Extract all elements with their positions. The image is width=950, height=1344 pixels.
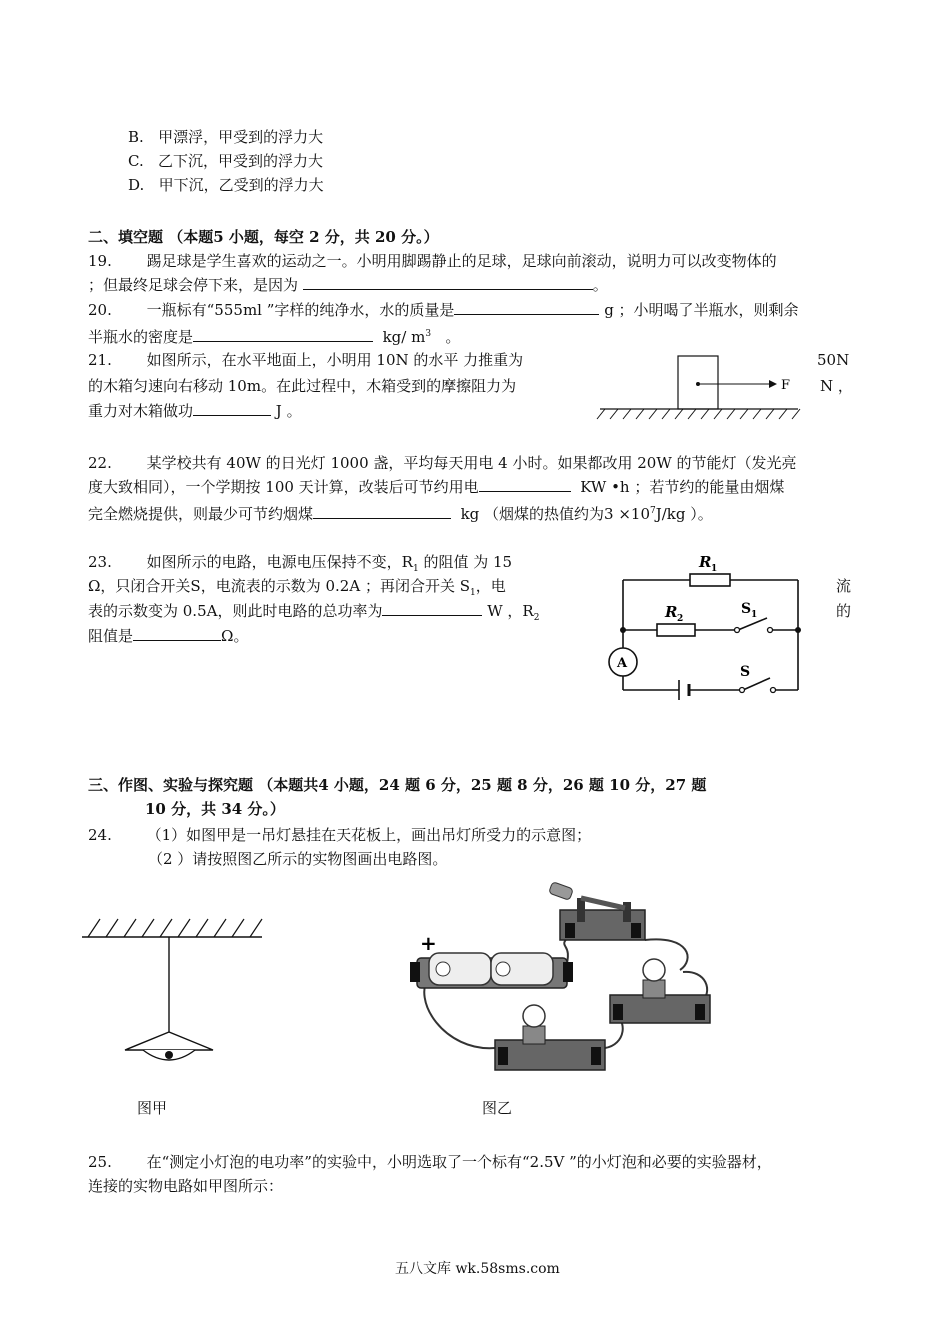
option-text: 甲下沉，乙受到的浮力大 xyxy=(158,176,324,194)
r2-label: R xyxy=(665,603,678,621)
question-number: 19. xyxy=(88,252,112,270)
lamp-clip xyxy=(695,1004,705,1020)
question-20 xyxy=(88,298,799,322)
s1-contact xyxy=(768,628,773,633)
q24-part2: （2 ）请按照图乙所示的实物图画出电路图。 xyxy=(148,850,448,868)
question-20-line2 xyxy=(88,322,460,349)
r1-label: R xyxy=(699,553,712,571)
lamp-clip xyxy=(613,1004,623,1020)
question-22 xyxy=(88,451,797,475)
q23-line3b: W ，R xyxy=(487,602,534,620)
resistor-r1 xyxy=(690,574,730,586)
q22-line3b: kg （烟煤的热值约为3 ×10 xyxy=(460,505,650,523)
force-arrow-head xyxy=(769,380,777,388)
q21-right1: 50N xyxy=(817,351,850,369)
lamp-shade xyxy=(125,1032,213,1050)
question-number: 25. xyxy=(88,1153,112,1171)
footer-watermark: 五八文库 wk.58sms.com xyxy=(395,1261,560,1277)
battery-terminal-icon xyxy=(496,962,510,976)
lamp-center xyxy=(165,1051,173,1059)
battery-clip xyxy=(410,962,420,982)
lamp-holder xyxy=(523,1026,545,1044)
q24-part1: （1）如图甲是一吊灯悬挂在天花板上，画出吊灯所受力的示意图； xyxy=(146,826,592,844)
question-22-line3 xyxy=(88,499,713,526)
answer-blank[interactable] xyxy=(313,502,451,519)
q23-line1a: 如图所示的电路，电源电压保持不变，R xyxy=(146,553,413,571)
plus-sign: + xyxy=(420,931,437,955)
ammeter-label: A xyxy=(617,656,628,671)
q19-line1: 踢足球是学生喜欢的运动之一。小明用脚踢静止的足球，足球向前滚动，说明力可以改变物体的 xyxy=(146,252,777,270)
resistor-r2 xyxy=(657,624,695,636)
question-23-line4 xyxy=(88,624,248,648)
switch-blade xyxy=(581,898,625,908)
answer-blank[interactable] xyxy=(193,325,373,342)
junction-right xyxy=(795,627,801,633)
s-contact xyxy=(740,688,745,693)
section-3-title-line2: 10 分，共 34 分。） xyxy=(145,800,285,818)
switch-clip xyxy=(631,923,641,938)
question-21 xyxy=(88,348,523,372)
q20-line2b: 。 xyxy=(445,328,461,346)
figure-physical-circuit xyxy=(405,880,740,1080)
s1-contact xyxy=(735,628,740,633)
q23-line4b: Ω。 xyxy=(221,627,249,645)
lamp-base xyxy=(495,1040,605,1070)
q20-line1a: 一瓶标有“555ml ”字样的纯净水，水的质量是 xyxy=(146,301,455,319)
question-21-line3 xyxy=(88,399,302,423)
figure-2-caption: 图乙 xyxy=(482,1099,513,1117)
answer-blank[interactable] xyxy=(454,298,599,315)
option-b xyxy=(128,125,323,149)
question-19 xyxy=(88,249,777,273)
junction-left xyxy=(620,627,626,633)
q23-right1: 流 xyxy=(836,577,852,595)
force-label: F xyxy=(781,378,791,393)
lamp-clip xyxy=(498,1047,508,1065)
answer-blank[interactable] xyxy=(303,273,593,290)
option-letter: D. xyxy=(128,176,145,194)
battery-terminal-icon xyxy=(436,962,450,976)
option-letter: B. xyxy=(128,128,144,146)
figure-1-caption: 图甲 xyxy=(137,1099,168,1117)
q25-line2: 连接的实物电路如甲图所示： xyxy=(88,1177,284,1195)
q20-line1b: g ；小明喝了半瓶水，则剩余 xyxy=(604,301,799,319)
r2-label-sub: 2 xyxy=(677,614,684,624)
switch-handle xyxy=(549,882,574,901)
unit-exponent: 3 xyxy=(425,329,432,339)
subscript: 1 xyxy=(469,588,476,598)
option-c xyxy=(128,149,323,173)
q22-line3a: 完全燃烧提供，则最少可节约烟煤 xyxy=(88,505,314,523)
option-letter: C. xyxy=(128,152,144,170)
ceiling-hatch xyxy=(88,919,262,937)
r1-label-sub: 1 xyxy=(711,564,718,574)
unit-kg-m3: kg/ m xyxy=(382,328,426,346)
s1-label-sub: 1 xyxy=(751,610,758,620)
q23-line1b: 的阻值 为 15 xyxy=(423,553,513,571)
switch-post xyxy=(577,898,585,922)
answer-blank[interactable] xyxy=(479,475,571,492)
option-text: 甲漂浮，甲受到的浮力大 xyxy=(158,128,324,146)
figure-lamp xyxy=(80,915,265,1065)
section-3-title-line1: 三、作图、实验与探究题 （本题共4 小题，24 题 6 分，25 题 8 分，26 题 10 分，27 题 xyxy=(88,776,707,794)
q21-right2: N ， xyxy=(820,377,853,395)
q22-line2b: KW •h ；若节约的能量由烟煤 xyxy=(580,478,785,496)
q19-line2b: 。 xyxy=(592,276,608,294)
question-number: 24. xyxy=(88,826,112,844)
question-number: 22. xyxy=(88,454,112,472)
q20-line2a: 半瓶水的密度是 xyxy=(88,328,194,346)
q21-line3a: 重力对木箱做功 xyxy=(88,402,194,420)
answer-blank[interactable] xyxy=(193,399,271,416)
ground-hatch xyxy=(597,409,800,419)
question-22-line2 xyxy=(88,475,784,499)
question-number: 21. xyxy=(88,351,112,369)
q23-line4a: 阻值是 xyxy=(88,627,134,645)
subscript: 1 xyxy=(412,564,419,574)
question-19-line2 xyxy=(88,273,608,297)
lamp-clip xyxy=(591,1047,601,1065)
option-d xyxy=(128,173,324,197)
switch-post xyxy=(623,902,631,922)
answer-blank[interactable] xyxy=(133,624,221,641)
option-text: 乙下沉，甲受到的浮力大 xyxy=(158,152,324,170)
q23-line2b: ，电 xyxy=(475,577,506,595)
q21-line1: 如图所示，在水平地面上，小明用 10N 的水平 力推重为 xyxy=(146,351,524,369)
q23-line3a: 表的示数变为 0.5A，则此时电路的总功率为 xyxy=(88,602,383,620)
s1-label: S xyxy=(741,601,752,617)
q25-line1: 在“测定小灯泡的电功率”的实验中，小明选取了一个标有“2.5V ”的小灯泡和必要的实验器材， xyxy=(146,1153,772,1171)
lamp-holder xyxy=(643,980,665,998)
light-bulb xyxy=(643,959,665,981)
q23-right2: 的 xyxy=(836,602,852,620)
q22-line1: 某学校共有 40W 的日光灯 1000 盏，平均每天用电 4 小时。如果都改用 20W 的节能灯（发光亮 xyxy=(146,454,797,472)
q22-line2a: 度大致相同），一个学期按 100 天计算，改装后可节约用电 xyxy=(88,478,479,496)
question-number: 23. xyxy=(88,553,112,571)
question-number: 20. xyxy=(88,301,112,319)
q19-line2a: ；但最终足球会停下来，是因为 xyxy=(88,276,299,294)
s-label: S xyxy=(740,664,751,680)
question-24 xyxy=(88,823,591,847)
section-2-title: 二、填空题 （本题5 小题，每空 2 分，共 20 分。） xyxy=(88,228,439,246)
q21-figure xyxy=(595,350,805,425)
question-25 xyxy=(88,1150,772,1174)
s-contact xyxy=(771,688,776,693)
subscript: 2 xyxy=(533,613,540,623)
q23-circuit xyxy=(595,550,810,695)
q21-line2: 的木箱匀速向右移动 10m。在此过程中，木箱受到的摩擦阻力为 xyxy=(88,377,517,395)
light-bulb xyxy=(523,1005,545,1027)
exponent: 7 xyxy=(650,506,656,516)
q22-line3c: J/kg ）。 xyxy=(655,505,713,523)
answer-blank[interactable] xyxy=(382,599,482,616)
q23-line2a: Ω，只闭合开关S，电流表的示数为 0.2A ；再闭合开关 S xyxy=(88,577,470,595)
q21-line3b: J 。 xyxy=(275,402,302,420)
battery-clip xyxy=(563,962,573,982)
switch-clip xyxy=(565,923,575,938)
